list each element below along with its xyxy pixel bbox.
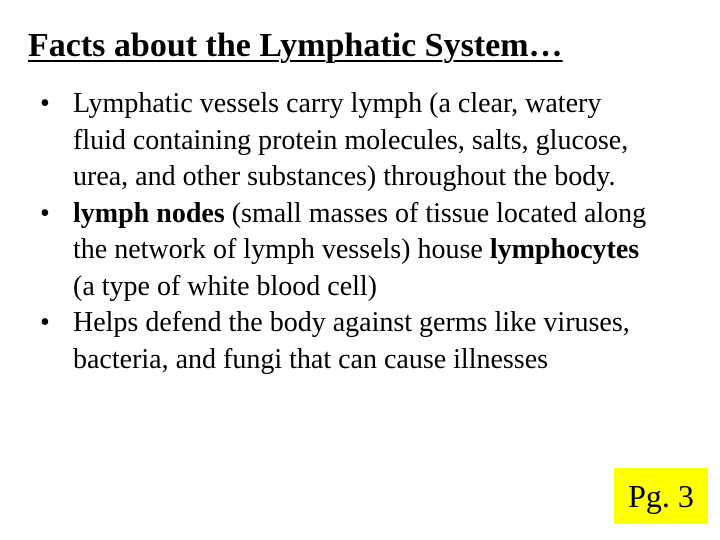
- bullet-text: [73, 198, 646, 302]
- bullet-item-lymph-nodes: [40, 196, 652, 306]
- bullet-text-segment: Helps defend the body against germs like viruses, bacteria, and fungi that can cause illnesses: [73, 307, 630, 375]
- bullet-text-segment: Lymphatic vessels carry lymph (a clear, watery fluid containing protein molecules, salts, glucose, urea, and other substances) throughout the body.: [73, 88, 629, 192]
- bullet-marker: •: [40, 88, 50, 119]
- bullet-text-segment: (a type of white blood cell): [73, 270, 378, 302]
- slide-title: Facts about the Lymphatic System…: [28, 27, 563, 64]
- bullet-marker: •: [40, 197, 50, 229]
- term-lymph-nodes: lymph nodes: [73, 197, 225, 229]
- bullet-text-segment: (small masses of tissue located along the network of lymph vessels) house: [73, 197, 647, 265]
- bullet-text: [73, 307, 630, 375]
- bullet-item-defense: [40, 305, 652, 378]
- term-lymphocytes: lymphocytes: [489, 234, 640, 265]
- bullet-item-lymphatic-vessels: [40, 86, 652, 196]
- page-number-badge: Pg. 3: [614, 468, 708, 524]
- bullet-list: [40, 86, 652, 378]
- bullet-text: [73, 88, 628, 192]
- bullet-marker: •: [40, 307, 50, 338]
